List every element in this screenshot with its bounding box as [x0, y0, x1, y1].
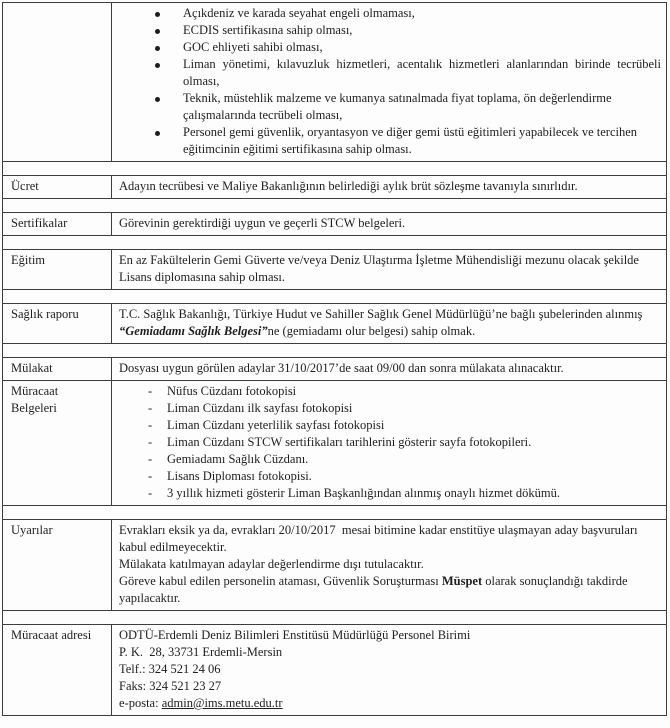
text-segment: ne (gemiadamı olur belgesi) sahip olmak. — [267, 324, 476, 338]
list-item — [119, 400, 661, 417]
spacer-row — [3, 290, 667, 304]
row-label-cell: Sertifikalar — [3, 213, 112, 236]
document-table — [2, 2, 667, 716]
text-segment: “Gemiadamı Sağlık Belgesi” — [119, 324, 268, 338]
paragraph — [119, 644, 661, 661]
row-label-cell: Ücret — [3, 176, 112, 199]
paragraph — [119, 306, 661, 340]
table-row — [3, 213, 667, 236]
spacer-cell — [3, 236, 667, 250]
row-label-cell: Müracaat adresi — [3, 625, 112, 716]
paragraph — [119, 360, 661, 377]
row-content-cell — [112, 3, 667, 162]
table-row — [3, 304, 667, 344]
row-label-cell: Sağlık raporu — [3, 304, 112, 344]
spacer-cell — [3, 344, 667, 358]
paragraph — [119, 661, 661, 678]
row-label-cell: Eğitim — [3, 250, 112, 290]
text-segment: Teknik, müstehlik malzeme ve kumanya satınalmada fiyat toplama, ön değerlendirme çalışmalarında tecrübeli olması, — [183, 91, 615, 122]
spacer-cell — [3, 162, 667, 176]
text-segment: Dosyası uygun görülen adaylar 31/10/2017’de saat 09/00 dan sonra mülakata alınacaktır. — [119, 361, 564, 375]
paragraph — [119, 215, 661, 232]
row-content-cell — [112, 213, 667, 236]
row-content-cell — [112, 381, 667, 506]
text-segment: Liman Cüzdanı ilk sayfası fotokopisi — [167, 401, 353, 415]
text-segment: e-posta: — [119, 696, 162, 710]
text-segment: Lisans Diploması fotokopisi. — [167, 469, 312, 483]
text-segment: Görevinin gerektirdiği uygun ve geçerli STCW belgeleri. — [119, 216, 406, 230]
text-segment: ODTÜ-Erdemli Deniz Bilimleri Enstitüsü Müdürlüğü Personel Birimi — [119, 628, 471, 642]
row-content-cell — [112, 625, 667, 716]
paragraph — [119, 252, 661, 286]
text-segment: Personel gemi güvenlik, oryantasyon ve diğer gemi üstü eğitimleri yapabilecek ve tercihen eğitimcinin eğitimi sertifikasına sahip olması. — [183, 125, 641, 156]
spacer-cell — [3, 611, 667, 625]
text-segment: Göreve kabul edilen personelin ataması, Güvenlik Soruşturması — [119, 574, 442, 588]
row-label-cell: Mülakat — [3, 358, 112, 381]
table-row — [3, 3, 667, 162]
row-content-cell — [112, 304, 667, 344]
text-segment: Liman Cüzdanı STCW sertifikaları tarihlerini gösterir sayfa fotokopileri. — [167, 435, 532, 449]
row-content-cell — [112, 176, 667, 199]
row-content-cell — [112, 520, 667, 611]
list-item — [119, 383, 661, 400]
paragraph — [119, 522, 661, 556]
text-segment: Gemiadamı Sağlık Cüzdanı. — [167, 452, 309, 466]
document-table-body — [3, 3, 667, 716]
text-segment: Faks: 324 521 23 27 — [119, 679, 222, 693]
spacer-cell — [3, 290, 667, 304]
text-segment: Nüfus Cüzdanı fotokopisi — [167, 384, 297, 398]
text-segment: Mülakata katılmayan adaylar değerlendirme dışı tutulacaktır. — [119, 557, 424, 571]
paragraph — [119, 695, 661, 712]
email-link[interactable]: admin@ims.metu.edu.tr — [161, 696, 283, 710]
text-segment: ECDIS sertifikasına sahip olması, — [183, 23, 353, 37]
text-segment: GOC ehliyeti sahibi olması, — [183, 40, 323, 54]
list-item — [119, 434, 661, 451]
text-segment: En az Fakültelerin Gemi Güverte ve/veya Deniz Ulaştırma İşletme Mühendisliği mezunu olacak şekilde Lisans diplomasına sahip olması. — [119, 253, 643, 284]
text-segment: olarak sonuçlandığı takdirde yapılacaktır. — [119, 574, 631, 605]
table-row — [3, 176, 667, 199]
paragraph — [119, 678, 661, 695]
spacer-cell — [3, 506, 667, 520]
text-segment: Müspet — [441, 574, 483, 588]
paragraph — [119, 573, 661, 607]
spacer-row — [3, 199, 667, 213]
table-row — [3, 381, 667, 506]
list-item — [119, 5, 661, 22]
text-segment: Açıkdeniz ve karada seyahat engeli olmaması, — [183, 6, 415, 20]
list-item — [119, 22, 661, 39]
text-segment: 3 yıllık hizmeti gösterir Liman Başkanlığından alınmış onaylı hizmet dökümü. — [167, 486, 560, 500]
text-segment: P. K. 28, 33731 Erdemli-Mersin — [119, 645, 283, 659]
text-segment: Liman Cüzdanı yeterlilik sayfası fotokopisi — [167, 418, 385, 432]
row-label-cell — [3, 3, 112, 162]
table-row — [3, 250, 667, 290]
paragraph — [119, 556, 661, 573]
row-label-cell: Uyarılar — [3, 520, 112, 611]
list-item — [119, 485, 661, 502]
row-label-cell: Müracaat Belgeleri — [3, 381, 112, 506]
text-segment: T.C. Sağlık Bakanlığı, Türkiye Hudut ve Sahiller Sağlık Genel Müdürlüğü’ne bağlı şubelerinden alınmış — [119, 307, 646, 321]
list-item — [119, 56, 665, 90]
list-item — [119, 90, 661, 124]
paragraph — [119, 627, 661, 644]
list-item — [119, 124, 661, 158]
text-segment: Liman yönetimi, kılavuzluk hizmetleri, acentalık hizmetleri alanlarından birinde tecrübeli olması, — [183, 57, 665, 88]
spacer-row — [3, 162, 667, 176]
table-row — [3, 520, 667, 611]
spacer-cell — [3, 199, 667, 213]
paragraph — [119, 178, 661, 195]
spacer-row — [3, 236, 667, 250]
spacer-row — [3, 611, 667, 625]
table-row — [3, 358, 667, 381]
row-content-cell — [112, 358, 667, 381]
spacer-row — [3, 506, 667, 520]
list-item — [119, 451, 661, 468]
list-item — [119, 39, 661, 56]
table-row — [3, 625, 667, 716]
text-segment: Telf.: 324 521 24 06 — [119, 662, 221, 676]
list-item — [119, 417, 661, 434]
row-content-cell — [112, 250, 667, 290]
text-segment: Evrakları eksik ya da, evrakları 20/10/2017 mesai bitimine kadar enstitüye ulaşmayan aday başvuruları kabul edilmeyecektir. — [119, 523, 641, 554]
spacer-row — [3, 344, 667, 358]
text-segment: Adayın tecrübesi ve Maliye Bakanlığının belirlediği aylık brüt sözleşme tavanıyla sınırlıdır. — [119, 179, 578, 193]
list-item — [119, 468, 661, 485]
